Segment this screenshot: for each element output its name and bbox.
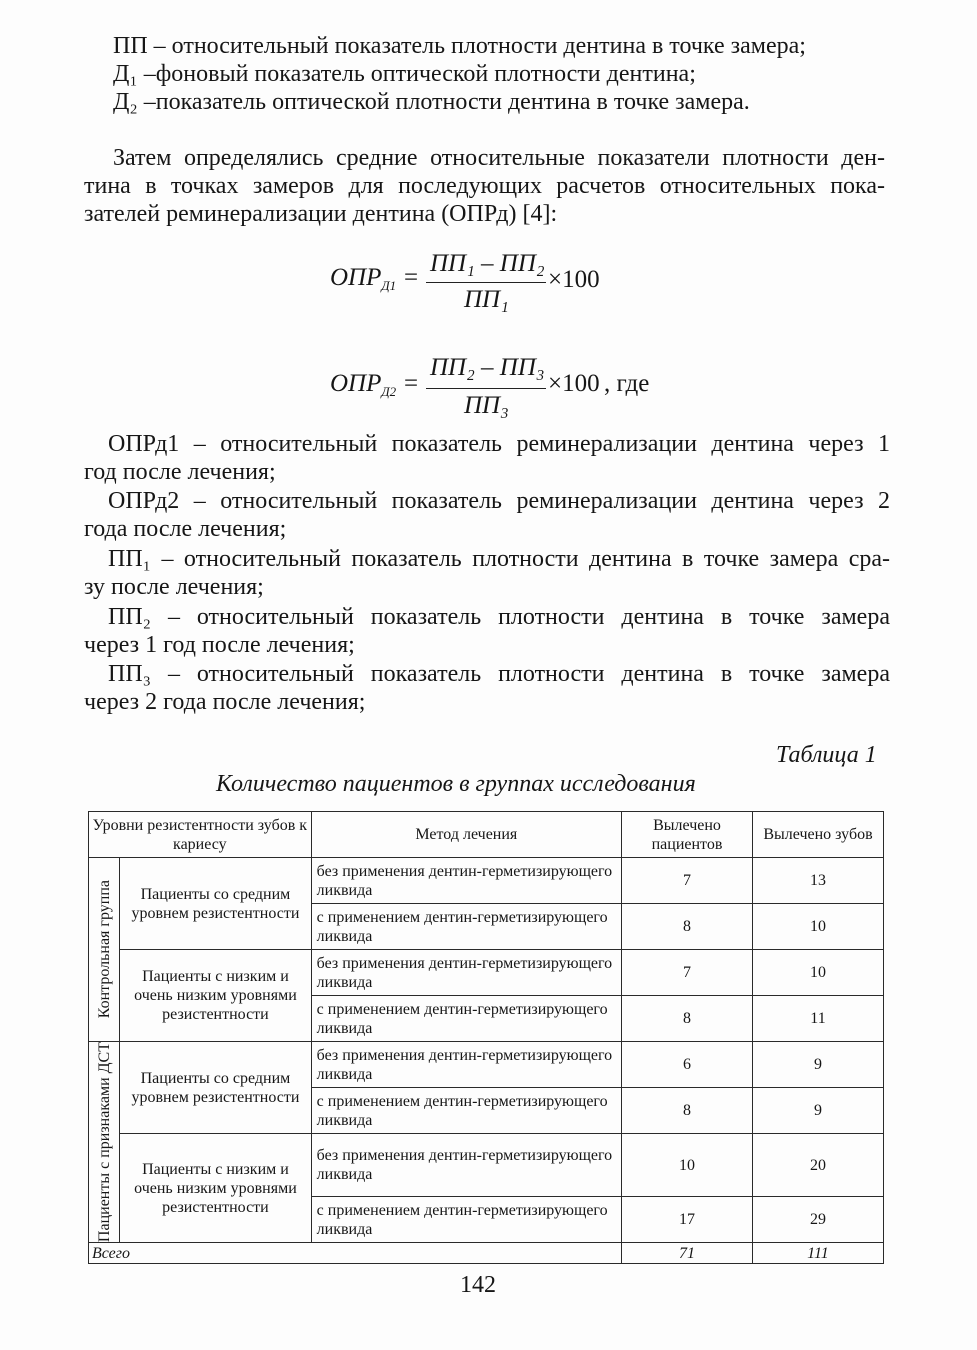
definition-pp1-cont: зу после лечения;	[84, 574, 264, 600]
formula-1-numerator: ПП₁ – ПП₂	[430, 250, 545, 277]
table-title: Количество пациентов в группах исследования	[216, 771, 696, 797]
patients-cell: 6	[622, 1042, 753, 1088]
formula-2-lhs: $ОПР_{Д2}$ =	[330, 370, 420, 399]
patients-table	[88, 811, 884, 1264]
formula-2-denominator: ПП₃	[464, 392, 509, 419]
intro-line-3: зателей реминерализации дентина (ОПРд) [4]:	[84, 201, 558, 227]
table-row	[89, 858, 884, 904]
legend-line-d2: Д₂ –показатель оптической плотности дентина в точке замера.	[113, 89, 750, 115]
method-cell: без применения дентин-герметизирующего ликвида	[311, 858, 621, 904]
definition-pp2-cont: через 1 год после лечения;	[84, 632, 355, 658]
header-teeth: Вылечено зубов	[752, 812, 883, 858]
patients-cell: 10	[622, 1134, 753, 1197]
method-cell: с применением дентин-герметизирующего ликвида	[311, 904, 621, 950]
level-low: Пациенты с низким и очень низким уровнями резистентности	[120, 950, 311, 1042]
page-number: 142	[460, 1272, 496, 1298]
group-dst: Пациенты с признаками ДСТ	[89, 1042, 120, 1243]
formula-opr-d1	[330, 250, 630, 320]
definition-pp3-cont: через 2 года после лечения;	[84, 689, 366, 715]
teeth-cell: 20	[752, 1134, 883, 1197]
header-level: Уровни резистентности зубов к кариесу	[89, 812, 312, 858]
formula-1-denominator: ПП₁	[464, 286, 509, 313]
patients-cell: 7	[622, 950, 753, 996]
table-row	[89, 1134, 884, 1197]
definition-pp3: ПП₃ – относительный показатель плотности дентина в точке замера	[108, 661, 890, 687]
teeth-cell: 10	[752, 904, 883, 950]
intro-line-1: Затем определялись средние относительные показатели плотности ден-	[113, 145, 885, 171]
method-cell: с применением дентин-герметизирующего ликвида	[311, 1088, 621, 1134]
table-row	[89, 1042, 884, 1088]
teeth-cell: 9	[752, 1088, 883, 1134]
header-method: Метод лечения	[311, 812, 621, 858]
total-label: Всего	[89, 1243, 622, 1264]
formula-2-suffix: , где	[604, 370, 650, 397]
definition-opr-d1-cont: год после лечения;	[84, 459, 276, 485]
level-medium: Пациенты со средним уровнем резистентности	[120, 1042, 311, 1134]
method-cell: с применением дентин-герметизирующего ликвида	[311, 1197, 621, 1243]
method-cell: без применения дентин-герметизирующего ликвида	[311, 1042, 621, 1088]
formula-2-multiplier: ×100	[548, 370, 600, 397]
table-header-row	[89, 812, 884, 858]
definition-opr-d1: ОПРд1 – относительный показатель реминерализации дентина через 1	[108, 431, 890, 457]
intro-line-2: тина в точках замеров для последующих расчетов относительных пока-	[84, 173, 885, 199]
definition-pp1: ПП₁ – относительный показатель плотности дентина в точке замера сра-	[108, 546, 890, 572]
formula-2-numerator: ПП₂ – ПП₃	[430, 354, 545, 381]
table-label: Таблица 1	[776, 742, 877, 768]
teeth-cell: 10	[752, 950, 883, 996]
formula-1-multiplier: ×100	[548, 266, 600, 293]
method-cell: без применения дентин-герметизирующего ликвида	[311, 1134, 621, 1197]
patients-cell: 17	[622, 1197, 753, 1243]
teeth-cell: 11	[752, 996, 883, 1042]
total-patients: 71	[622, 1243, 753, 1264]
method-cell: с применением дентин-герметизирующего ликвида	[311, 996, 621, 1042]
header-patients: Вылечено пациентов	[622, 812, 753, 858]
legend-line-d1: Д₁ –фоновый показатель оптической плотности дентина;	[113, 61, 696, 87]
teeth-cell: 13	[752, 858, 883, 904]
table-total-row	[89, 1243, 884, 1264]
legend-line-pp: ПП – относительный показатель плотности дентина в точке замера;	[113, 33, 806, 59]
definition-opr-d2: ОПРд2 – относительный показатель реминерализации дентина через 2	[108, 488, 890, 514]
table-row	[89, 950, 884, 996]
total-teeth: 111	[752, 1243, 883, 1264]
definition-pp2: ПП₂ – относительный показатель плотности дентина в точке замера	[108, 604, 890, 630]
group-control: Контрольная группа	[89, 858, 120, 1042]
patients-cell: 8	[622, 996, 753, 1042]
patients-cell: 8	[622, 1088, 753, 1134]
formula-1-lhs: $ОПР_{Д1}$ =	[330, 264, 420, 293]
formula-opr-d2	[330, 354, 670, 424]
patients-cell: 7	[622, 858, 753, 904]
level-low: Пациенты с низким и очень низким уровнями резистентности	[120, 1134, 311, 1243]
patients-cell: 8	[622, 904, 753, 950]
level-medium: Пациенты со средним уровнем резистентности	[120, 858, 311, 950]
teeth-cell: 9	[752, 1042, 883, 1088]
method-cell: без применения дентин-герметизирующего ликвида	[311, 950, 621, 996]
formula-1-fraction-bar	[426, 282, 546, 283]
definition-opr-d2-cont: года после лечения;	[84, 516, 287, 542]
formula-2-fraction-bar	[426, 388, 546, 389]
teeth-cell: 29	[752, 1197, 883, 1243]
